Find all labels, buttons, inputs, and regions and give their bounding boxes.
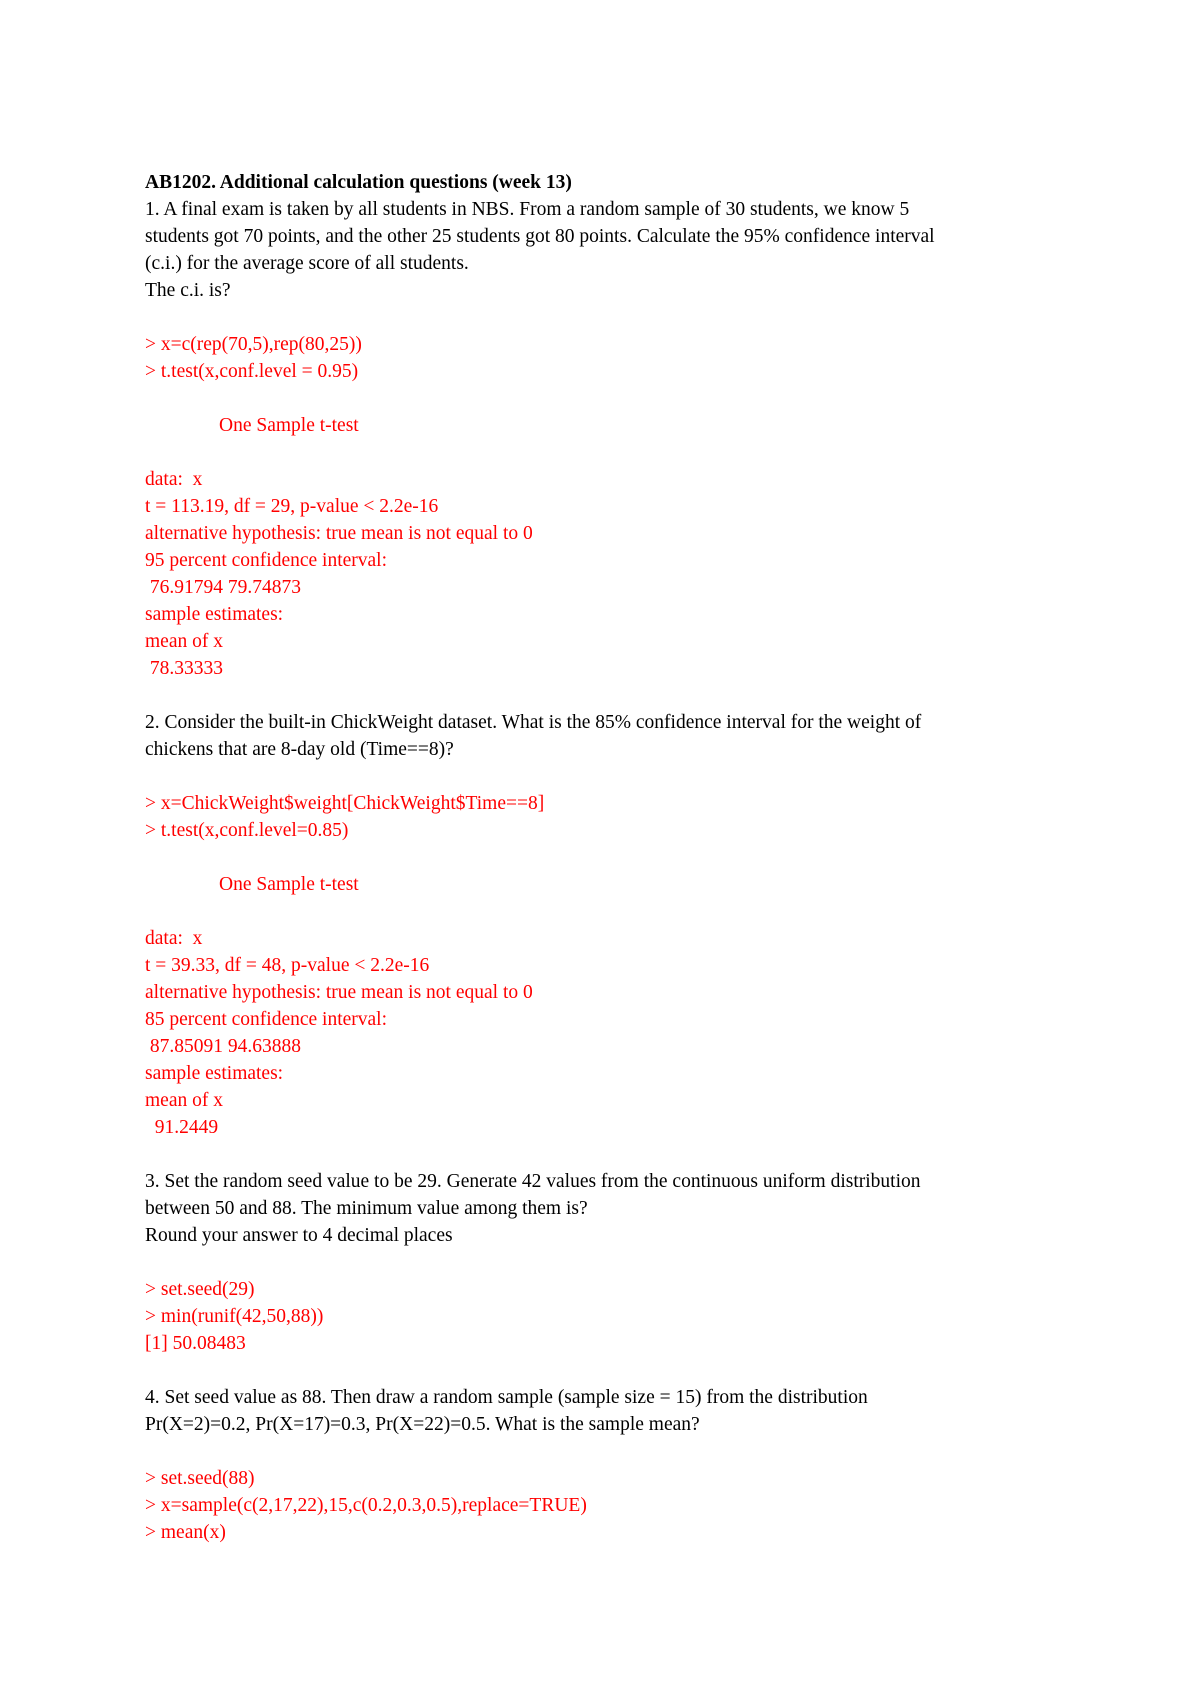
output-line: t = 113.19, df = 29, p-value < 2.2e-16: [145, 496, 439, 517]
output-line: t = 39.33, df = 48, p-value < 2.2e-16: [145, 955, 430, 976]
code-line: [1] 50.08483: [145, 1333, 246, 1354]
code-line: > set.seed(88): [145, 1468, 255, 1489]
output-line: 87.85091 94.63888: [145, 1036, 301, 1057]
code-line: > t.test(x,conf.level = 0.95): [145, 361, 359, 382]
question-text-line: 1. A final exam is taken by all students in NBS. From a random sample of 30 students, we know 5: [145, 199, 910, 220]
output-line: data: x: [145, 469, 203, 490]
question-text-line: 4. Set seed value as 88. Then draw a random sample (sample size = 15) from the distribution: [145, 1387, 868, 1408]
document-title: AB1202. Additional calculation questions (week 13): [145, 172, 572, 193]
output-heading: One Sample t-test: [219, 415, 359, 436]
spacer: [145, 844, 1065, 871]
question-text-line: (c.i.) for the average score of all students.: [145, 253, 469, 274]
output-line: 85 percent confidence interval:: [145, 1009, 388, 1030]
spacer: [145, 763, 1065, 790]
spacer: [145, 1438, 1065, 1465]
output-line: alternative hypothesis: true mean is not equal to 0: [145, 523, 533, 544]
spacer: [145, 898, 1065, 925]
output-line: sample estimates:: [145, 1063, 284, 1084]
question-4: [145, 1384, 1065, 1546]
question-text-line: Round your answer to 4 decimal places: [145, 1225, 453, 1246]
code-line: > t.test(x,conf.level=0.85): [145, 820, 349, 841]
output-line: 95 percent confidence interval:: [145, 550, 388, 571]
question-text-line: chickens that are 8-day old (Time==8)?: [145, 739, 454, 760]
question-1: [145, 196, 1065, 682]
spacer: [145, 1357, 1065, 1384]
code-line: > set.seed(29): [145, 1279, 255, 1300]
question-text-line: The c.i. is?: [145, 280, 231, 301]
output-line: alternative hypothesis: true mean is not equal to 0: [145, 982, 533, 1003]
question-text-line: 3. Set the random seed value to be 29. Generate 42 values from the continuous uniform distribution: [145, 1171, 921, 1192]
question-text-line: between 50 and 88. The minimum value among them is?: [145, 1198, 588, 1219]
output-line: data: x: [145, 928, 203, 949]
question-text-line: Pr(X=2)=0.2, Pr(X=17)=0.3, Pr(X=22)=0.5. What is the sample mean?: [145, 1414, 700, 1435]
code-line: > x=sample(c(2,17,22),15,c(0.2,0.3,0.5),replace=TRUE): [145, 1495, 587, 1516]
question-3: [145, 1168, 1065, 1357]
question-text-line: 2. Consider the built-in ChickWeight dataset. What is the 85% confidence interval for the weight of: [145, 712, 922, 733]
code-line: > min(runif(42,50,88)): [145, 1306, 324, 1327]
spacer: [145, 304, 1065, 331]
spacer: [145, 439, 1065, 466]
question-text-line: students got 70 points, and the other 25 students got 80 points. Calculate the 95% confidence interval: [145, 226, 935, 247]
code-line: > mean(x): [145, 1522, 226, 1543]
question-2: [145, 709, 1065, 1141]
output-line: 91.2449: [145, 1117, 219, 1138]
output-line: sample estimates:: [145, 604, 284, 625]
output-line: mean of x: [145, 1090, 228, 1111]
output-line: 78.33333: [145, 658, 223, 679]
code-line: > x=c(rep(70,5),rep(80,25)): [145, 334, 362, 355]
document-body: [145, 169, 1065, 1546]
code-line: > x=ChickWeight$weight[ChickWeight$Time==8]: [145, 793, 545, 814]
output-line: mean of x: [145, 631, 228, 652]
spacer: [145, 1249, 1065, 1276]
spacer: [145, 682, 1065, 709]
spacer: [145, 385, 1065, 412]
output-heading: One Sample t-test: [219, 874, 359, 895]
output-line: 76.91794 79.74873: [145, 577, 301, 598]
spacer: [145, 1141, 1065, 1168]
